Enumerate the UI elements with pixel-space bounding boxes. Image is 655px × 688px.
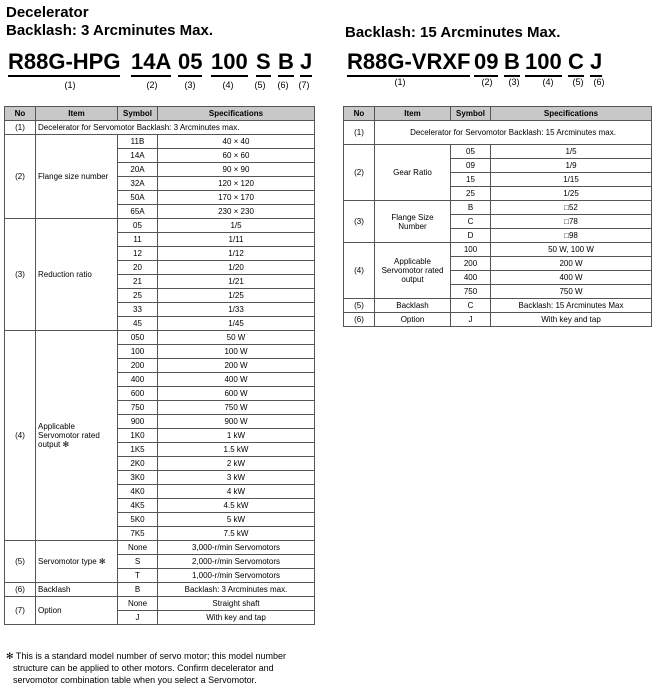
table-row <box>344 145 652 159</box>
table-row <box>344 121 652 145</box>
table-header-row <box>5 107 315 121</box>
col-header-no: No <box>5 107 36 121</box>
table-row <box>344 243 652 257</box>
model-segment: 09 <box>474 50 498 77</box>
model-number: (3) <box>508 77 520 87</box>
model-segment: B <box>504 50 520 77</box>
row-specification: 400 W <box>491 271 652 285</box>
model-number: (4) <box>222 80 234 90</box>
row-symbol: C <box>451 215 491 229</box>
row-no: (2) <box>344 145 375 201</box>
row-symbol: B <box>118 583 158 597</box>
row-symbol: J <box>118 611 158 625</box>
row-symbol: 050 <box>118 331 158 345</box>
row-item: Applicable Servomotor rated output ✻ <box>36 331 118 541</box>
left-spec-table <box>4 106 315 625</box>
row-symbol: 5K0 <box>118 513 158 527</box>
row-no: (1) <box>344 121 375 145</box>
model-segment: S <box>256 50 271 77</box>
row-specification: 600 W <box>158 387 315 401</box>
row-specification: 50 W <box>158 331 315 345</box>
row-specification: 60 × 60 <box>158 149 315 163</box>
right-model-code <box>347 50 607 80</box>
row-specification: 5 kW <box>158 513 315 527</box>
row-no: (2) <box>5 135 36 219</box>
col-header-no: No <box>344 107 375 121</box>
left-subtitle: Backlash: 3 Arcminutes Max. <box>6 22 214 39</box>
col-header-symbol: Symbol <box>451 107 491 121</box>
table-row <box>5 219 315 233</box>
model-number: (7) <box>298 80 310 90</box>
row-specification: 1,000-r/min Servomotors <box>158 569 315 583</box>
row-specification: 1/25 <box>491 187 652 201</box>
row-symbol: 3K0 <box>118 471 158 485</box>
row-symbol: 1K5 <box>118 443 158 457</box>
row-no: (6) <box>5 583 36 597</box>
row-symbol: 12 <box>118 247 158 261</box>
model-segment: R88G-VRXF <box>347 50 470 77</box>
row-specification: 750 W <box>491 285 652 299</box>
row-symbol: 200 <box>451 257 491 271</box>
row-symbol: 750 <box>118 401 158 415</box>
row-specification: 4 kW <box>158 485 315 499</box>
row-symbol: 20A <box>118 163 158 177</box>
row-no: (7) <box>5 597 36 625</box>
row-symbol: 21 <box>118 275 158 289</box>
row-specification: 120 × 120 <box>158 177 315 191</box>
model-segment: J <box>300 50 312 77</box>
table-row <box>5 331 315 345</box>
row-item: Option <box>375 313 451 327</box>
table-header-row <box>344 107 652 121</box>
row-no: (5) <box>5 541 36 583</box>
row-symbol: D <box>451 229 491 243</box>
model-segment: 14A <box>131 50 171 77</box>
row-specification: With key and tap <box>491 313 652 327</box>
row-symbol: 1K0 <box>118 429 158 443</box>
row-symbol: 33 <box>118 303 158 317</box>
row-specification: 1/25 <box>158 289 315 303</box>
row-symbol: 100 <box>118 345 158 359</box>
model-number: (1) <box>64 80 76 90</box>
row-item: Reduction ratio <box>36 219 118 331</box>
row-no: (4) <box>344 243 375 299</box>
model-segment: 100 <box>211 50 248 77</box>
row-symbol: 750 <box>451 285 491 299</box>
page-title: Decelerator <box>6 4 89 21</box>
row-symbol: 20 <box>118 261 158 275</box>
row-specification: 2 kW <box>158 457 315 471</box>
model-segment: R88G-HPG <box>8 50 120 77</box>
row-symbol: 25 <box>451 187 491 201</box>
row-no: (3) <box>344 201 375 243</box>
row-description: Decelerator for Servomotor Backlash: 3 Arcminutes max. <box>36 121 315 135</box>
row-item: Applicable Servomotor rated output <box>375 243 451 299</box>
row-symbol: 09 <box>451 159 491 173</box>
footnote-line: ✻ This is a standard model number of servo motor; this model number <box>6 651 286 661</box>
row-specification: 1/11 <box>158 233 315 247</box>
footnote-line: servomotor combination table when you select a Servomotor. <box>13 675 257 685</box>
row-item: Backlash <box>375 299 451 313</box>
left-model-code <box>8 50 313 80</box>
table-row <box>5 135 315 149</box>
row-symbol: 7K5 <box>118 527 158 541</box>
row-no: (1) <box>5 121 36 135</box>
col-header-item: Item <box>36 107 118 121</box>
model-segment: C <box>568 50 584 77</box>
row-specification: 230 × 230 <box>158 205 315 219</box>
col-header-symbol: Symbol <box>118 107 158 121</box>
model-segment: 05 <box>178 50 202 77</box>
table-row <box>5 583 315 597</box>
row-specification: 1 kW <box>158 429 315 443</box>
model-segment: 100 <box>525 50 562 77</box>
row-specification: 100 W <box>158 345 315 359</box>
row-symbol: C <box>451 299 491 313</box>
row-symbol: 400 <box>451 271 491 285</box>
footnote-line: structure can be applied to other motors. Confirm decelerator and <box>13 663 274 673</box>
row-no: (5) <box>344 299 375 313</box>
row-symbol: 11 <box>118 233 158 247</box>
col-header-specifications: Specifications <box>158 107 315 121</box>
row-specification: Backlash: 3 Arcminutes max. <box>158 583 315 597</box>
row-specification: 1/20 <box>158 261 315 275</box>
model-number: (3) <box>184 80 196 90</box>
row-specification: Straight shaft <box>158 597 315 611</box>
row-symbol: 65A <box>118 205 158 219</box>
table-row <box>344 313 652 327</box>
col-header-item: Item <box>375 107 451 121</box>
row-specification: With key and tap <box>158 611 315 625</box>
model-number: (6) <box>593 77 605 87</box>
row-item: Gear Ratio <box>375 145 451 201</box>
row-specification: □98 <box>491 229 652 243</box>
row-specification: 200 W <box>158 359 315 373</box>
row-symbol: 32A <box>118 177 158 191</box>
model-segment: B <box>278 50 294 77</box>
right-subtitle: Backlash: 15 Arcminutes Max. <box>345 24 561 41</box>
row-specification: □52 <box>491 201 652 215</box>
row-no: (4) <box>5 331 36 541</box>
row-specification: 90 × 90 <box>158 163 315 177</box>
row-symbol: 400 <box>118 373 158 387</box>
table-row <box>5 597 315 611</box>
row-symbol: J <box>451 313 491 327</box>
row-symbol: S <box>118 555 158 569</box>
col-header-specifications: Specifications <box>491 107 652 121</box>
model-segment: J <box>590 50 602 77</box>
row-no: (6) <box>344 313 375 327</box>
row-specification: 750 W <box>158 401 315 415</box>
model-number: (1) <box>394 77 406 87</box>
model-number: (5) <box>572 77 584 87</box>
table-row <box>5 121 315 135</box>
row-specification: 1.5 kW <box>158 443 315 457</box>
row-specification: 3,000-r/min Servomotors <box>158 541 315 555</box>
row-specification: 1/9 <box>491 159 652 173</box>
row-symbol: 05 <box>451 145 491 159</box>
row-symbol: 14A <box>118 149 158 163</box>
row-specification: 1/5 <box>158 219 315 233</box>
row-item: Servomotor type ✻ <box>36 541 118 583</box>
row-specification: 400 W <box>158 373 315 387</box>
row-item: Option <box>36 597 118 625</box>
row-specification: 1/15 <box>491 173 652 187</box>
row-symbol: 11B <box>118 135 158 149</box>
table-row <box>5 541 315 555</box>
row-symbol: 600 <box>118 387 158 401</box>
model-number: (6) <box>277 80 289 90</box>
row-specification: □78 <box>491 215 652 229</box>
table-row <box>344 299 652 313</box>
row-symbol: 25 <box>118 289 158 303</box>
row-symbol: None <box>118 541 158 555</box>
row-symbol: 4K0 <box>118 485 158 499</box>
row-symbol: 4K5 <box>118 499 158 513</box>
row-symbol: 15 <box>451 173 491 187</box>
row-specification: 2,000-r/min Servomotors <box>158 555 315 569</box>
table-row <box>344 201 652 215</box>
model-number: (4) <box>542 77 554 87</box>
row-symbol: None <box>118 597 158 611</box>
row-specification: 7.5 kW <box>158 527 315 541</box>
row-symbol: T <box>118 569 158 583</box>
row-symbol: 05 <box>118 219 158 233</box>
row-symbol: B <box>451 201 491 215</box>
row-specification: 1/12 <box>158 247 315 261</box>
row-specification: 1/21 <box>158 275 315 289</box>
row-symbol: 200 <box>118 359 158 373</box>
row-symbol: 100 <box>451 243 491 257</box>
row-symbol: 2K0 <box>118 457 158 471</box>
row-specification: 3 kW <box>158 471 315 485</box>
right-spec-table <box>343 106 652 327</box>
row-item: Flange Size Number <box>375 201 451 243</box>
row-description: Decelerator for Servomotor Backlash: 15 Arcminutes max. <box>375 121 652 145</box>
row-specification: 1/45 <box>158 317 315 331</box>
row-specification: 200 W <box>491 257 652 271</box>
row-specification: 900 W <box>158 415 315 429</box>
row-specification: 50 W, 100 W <box>491 243 652 257</box>
row-specification: 1/5 <box>491 145 652 159</box>
row-specification: 1/33 <box>158 303 315 317</box>
row-item: Backlash <box>36 583 118 597</box>
row-symbol: 900 <box>118 415 158 429</box>
row-item: Flange size number <box>36 135 118 219</box>
model-number: (2) <box>481 77 493 87</box>
row-specification: 40 × 40 <box>158 135 315 149</box>
row-symbol: 50A <box>118 191 158 205</box>
row-no: (3) <box>5 219 36 331</box>
model-number: (2) <box>146 80 158 90</box>
model-number: (5) <box>254 80 266 90</box>
row-symbol: 45 <box>118 317 158 331</box>
row-specification: 4.5 kW <box>158 499 315 513</box>
row-specification: 170 × 170 <box>158 191 315 205</box>
row-specification: Backlash: 15 Arcminutes Max <box>491 299 652 313</box>
